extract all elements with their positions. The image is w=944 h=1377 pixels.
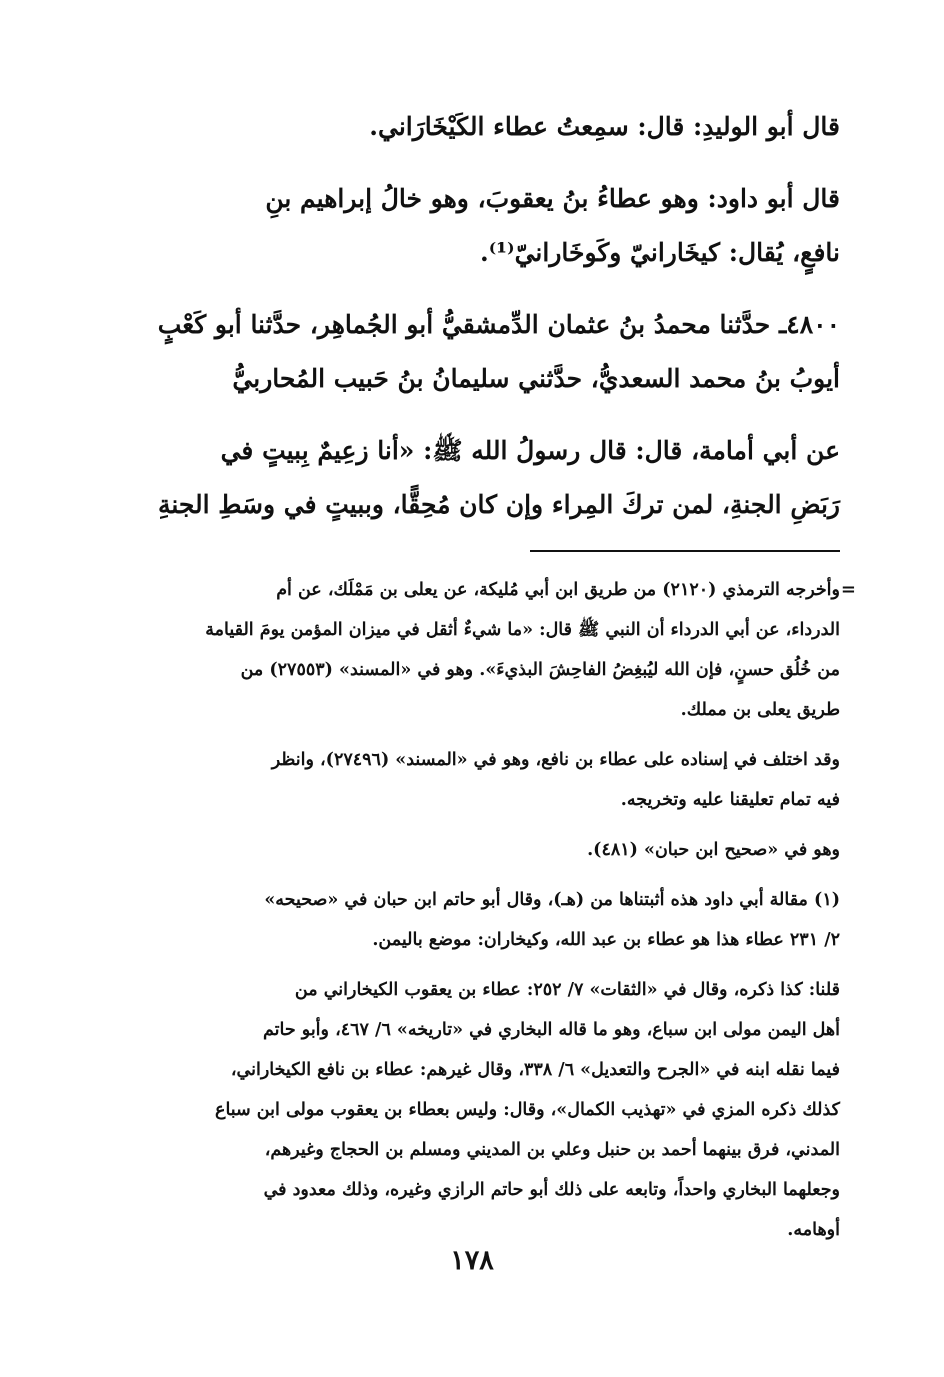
text-line: قال أبو الوليدِ: قال: سمِعتُ عطاء الكَيْخَارَاني.	[369, 112, 840, 141]
text-line: فيه تمام تعليقنا عليه وتخريجه.	[620, 790, 840, 810]
paragraph-abu-al-walid	[96, 100, 840, 154]
text-line: قال أبو داود: وهو عطاءُ بنُ يعقوبَ، وهو خالُ إبراهيم بنِ	[265, 184, 840, 213]
text-line: عن أبي أمامة، قال: قال رسولُ الله ﷺ: «أنا زعِيمٌ بِبيتٍ في	[220, 436, 840, 465]
text-line: وجعلهما البخاري واحداً، وتابعه على ذلك أبو حاتم الرازي وغيره، وذلك معدود في	[263, 1180, 840, 1200]
text-line: من خُلُق حسنٍ، فإن الله ليُبغِضُ الفاحِشَ البذيءَ». وهو في «المسند» (٢٧٥٥٣) من	[240, 660, 840, 680]
main-text	[96, 100, 840, 532]
text-line: طريق يعلى بن مملك.	[680, 700, 840, 720]
text-line: الدرداء، عن أبي الدرداء أن النبي ﷺ قال: «ما شيءٌ أثقل في ميزان المؤمن يومَ القيامة	[205, 620, 840, 640]
text-line: المدني، فرق بينهما أحمد بن حنبل وعلي بن المديني ومسلم بن الحجاج وغيرهم،	[264, 1140, 840, 1160]
text-line: قلنا: كذا ذكره، وقال في «الثقات» ٧/ ٢٥٢: عطاء بن يعقوب الكيخاراني من	[294, 980, 840, 1000]
text-line: ٢/ ٢٣١ عطاء هذا هو عطاء بن عبد الله، وكيخاران: موضع باليمن.	[372, 930, 840, 950]
footnote-tirmidhi	[96, 570, 856, 730]
footnote-1	[96, 880, 840, 960]
paragraph-hadith-4800-isnad	[96, 298, 840, 406]
footnote-isnad-dispute	[96, 740, 840, 820]
footnote-ibn-hibban	[96, 830, 840, 870]
text-line: كذلك ذكره المزي في «تهذيب الكمال»، وقال: وليس بعطاء بن يعقوب مولى ابن سباع	[215, 1100, 840, 1120]
paragraph-abu-dawud	[96, 172, 840, 280]
footnote-qulna	[96, 970, 840, 1250]
text-line: فيما نقله ابنه في «الجرح والتعديل» ٦/ ٣٣٨، وقال غيرهم: عطاء بن نافع الكيخاراني،	[230, 1060, 840, 1080]
text-line: نافعٍ، يُقال: كيخَارانيّ وكَوخَارانيّ⁽¹⁾.	[480, 238, 840, 267]
text-line: ٤٨٠٠ـ حدَّثنا محمدُ بنُ عثمان الدِّمشقيُّ أبو الجُماهِر، حدَّثنا أبو كَعْبٍ	[157, 310, 840, 339]
text-line: رَبَضِ الجنةِ، لمن تركَ المِراء وإن كان مُحِقًّا، وببيتٍ في وسَطِ الجنةِ	[157, 490, 840, 519]
page-number: ١٧٨	[450, 1245, 494, 1276]
text-line: وهو في «صحيح ابن حبان» (٤٨١).	[587, 840, 840, 860]
text-line: أوهامه.	[787, 1220, 840, 1240]
text-line: أيوبُ بنُ محمد السعديُّ، حدَّثني سليمانُ بنُ حَبيب المُحاربيُّ	[232, 364, 840, 393]
continuation-mark: =	[840, 579, 856, 600]
text-line: وقد اختلف في إسناده على عطاء بن نافع، وهو في «المسند» (٢٧٤٩٦)، وانظر	[271, 750, 840, 770]
footnote-separator	[530, 550, 840, 552]
text-line: (١) مقالة أبي داود هذه أثبتناها من (هـ)، وقال أبو حاتم ابن حبان في «صحيحه»	[264, 890, 840, 910]
footnotes	[96, 570, 856, 1250]
paragraph-hadith-4800-matn	[96, 424, 840, 532]
page-body	[96, 100, 856, 1260]
text-line: وأخرجه الترمذي (٢١٢٠) من طريق ابن أبي مُليكة، عن يعلى بن مَمْلَك، عن أم	[276, 580, 840, 600]
text-line: أهل اليمن مولى ابن سباع، وهو ما قاله البخاري في «تاريخه» ٦/ ٤٦٧، وأبو حاتم	[263, 1020, 840, 1040]
